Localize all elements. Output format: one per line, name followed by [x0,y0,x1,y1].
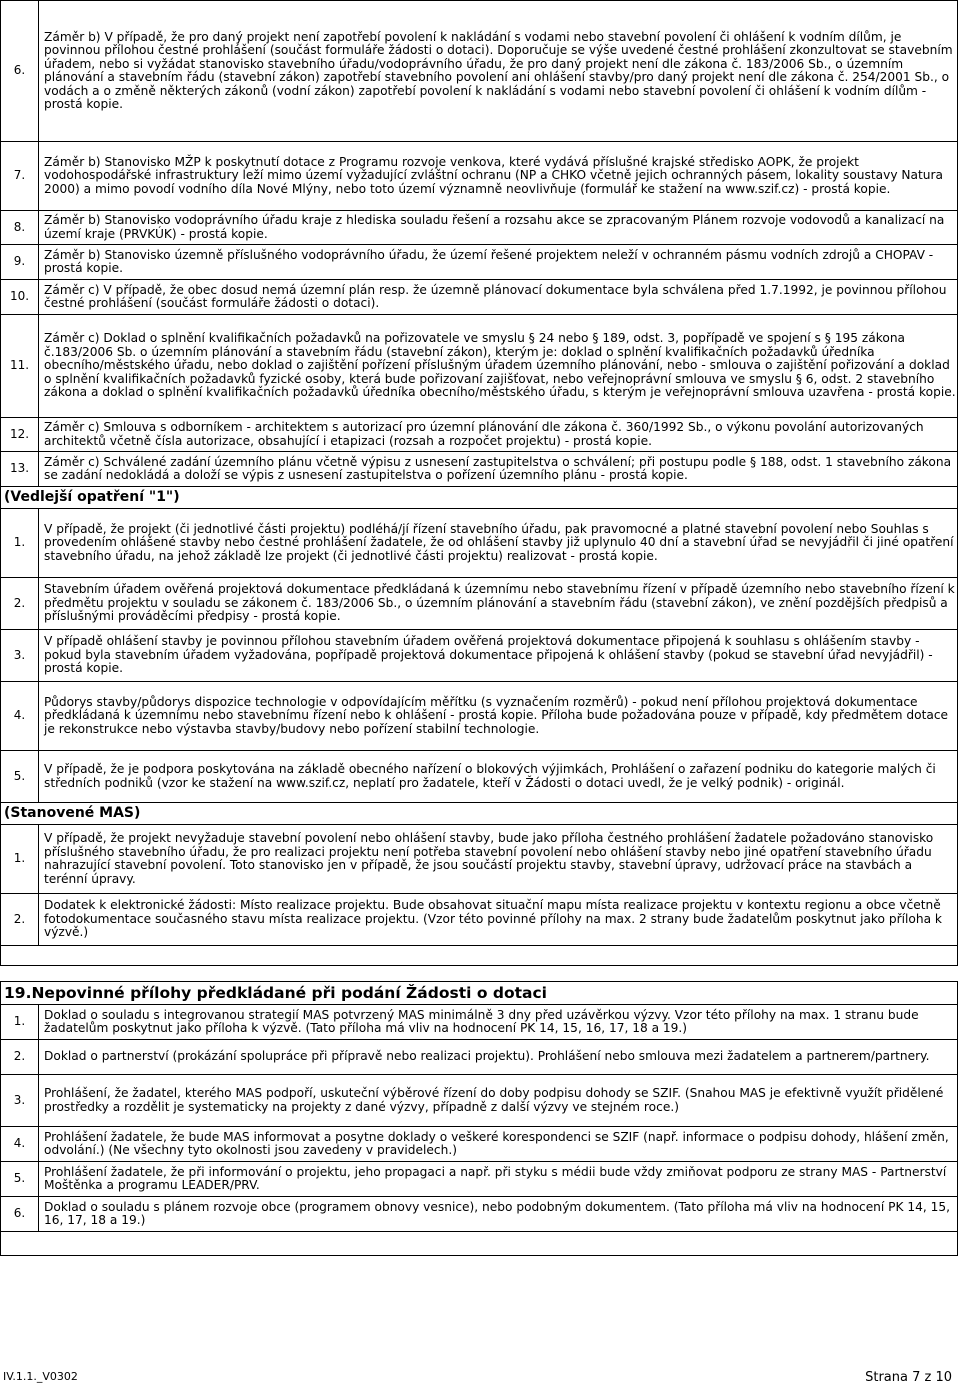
row-number: 11. [1,315,39,418]
table-row [1,452,958,487]
row-number: 7. [1,142,39,211]
table-row [1,894,958,946]
table-row [1,578,958,630]
row-text: Půdorys stavby/půdorys dispozice technologie v odpovídajícím měřítku (s vyznačením rozměrů) - pokud není přílohou projektová dokumentace předkládaná k územnímu nebo stavebnímu řízení nebo k ohlášení - prostá kopie. Příloha bude požadována pouze v případě, kdy předmětem dotace je rekonstrukce nebo výstavba stavby/budovy nebo pořízení stabilní technologie. [39,682,958,751]
row-text: V případě, že je podpora poskytována na základě obecného nařízení o blokových výjimkách, Prohlášení o zařazení podniku do kategorie malých či středních podniků (vzor ke stažení na www.szif.cz, neplatí pro žadatele, kteří v Žádosti o dotaci uvedl, že je velký podnik) - originál. [39,751,958,803]
row-text: Záměr c) Smlouva s odborníkem - architektem s autorizací pro územní plánování dle zákona č. 360/1992 Sb., o výkonu povolání autorizovaných architektů včetně čísla autorizace, obsahující i etapizaci (rozsah a rozpočet projektu) - prostá kopie. [39,418,958,452]
table-row [1,142,958,211]
row-number: 13. [1,452,39,487]
row-text: Záměr b) Stanovisko MŽP k poskytnutí dotace z Programu rozvoje venkova, které vydává příslušné krajské středisko AOPK, že projekt vodohospodářské infrastruktury leží mimo území vyžadující zvláštní ochranu (NP a CHKO včetně jejich ochranných pásem, lokality soustavy Natura 2000) a mimo povodí vodního díla Nové Mlýny, nebo toto území významně neovlivňuje (formulář ke stažení na www.szif.cz) - prostá kopie. [39,142,958,211]
row-number: 1. [1,509,39,578]
table-row [1,245,958,280]
table-row [1,1075,958,1127]
section-heading-row [1,982,958,1005]
row-number: 2. [1,578,39,630]
table-row [1,1,958,142]
row-number: 5. [1,1162,39,1197]
table-row [1,1197,958,1232]
row-number: 8. [1,211,39,245]
table-row [1,825,958,894]
row-text: Doklad o souladu s plánem rozvoje obce (programem obnovy vesnice), nebo podobným dokumentem. (Tato příloha má vliv na hodnocení PK 14, 15, 16, 17, 18 a 19.) [39,1197,958,1232]
row-text: Prohlášení žadatele, že při informování o projektu, jeho propagaci a např. při styku s médii bude vždy zmiňovat podporu ze strany MAS - Partnerství Moštěnka a programu LEADER/PRV. [39,1162,958,1197]
stanovene-heading: (Stanovené MAS) [1,803,958,825]
row-number: 4. [1,1127,39,1162]
row-text: Záměr b) Stanovisko územně příslušného vodoprávního úřadu, že území řešené projektem neleží v ochranném pásmu vodních zdrojů a CHOPAV - prostá kopie. [39,245,958,280]
table-row [1,418,958,452]
document-code: IV.1.1._V0302 [3,1370,78,1383]
optional-attachments-table [0,981,958,1256]
row-number: 10. [1,280,39,315]
empty-cell [1,946,958,966]
table-row [1,682,958,751]
table-row [1,751,958,803]
row-text: Prohlášení žadatele, že bude MAS informovat a posytne doklady o veškeré korespondenci se SZIF (např. informace o podpisu dohody, hlášení změn, odvolání.) (Ne všechny tyto okolnosti jsou zavedeny v pravidelech.) [39,1127,958,1162]
row-text: Záměr c) V případě, že obec dosud nemá územní plán resp. že územně plánovací dokumentace byla schválena před 1.7.1992, je povinnou přílohou čestné prohlášení (součást formuláře žádosti o dotaci). [39,280,958,315]
row-text: V případě, že projekt (či jednotlivé části projektu) podléhá/jí řízení stavebního úřadu, pak pravomocné a platné stavební povolení nebo Souhlas s provedením ohlášené stavby nebo čestné prohlášení žadatele, že od ohlášení stavby již uplynulo 40 dní a stavební úřad se nevyjádřil či jiné opatření stavebního úřadu, na jehož základě lze projekt (či jednotlivé části projektu) realizovat - prostá kopie. [39,509,958,578]
table-row [1,1232,958,1256]
table-row [1,1162,958,1197]
vedlejsi-heading: (Vedlejší opatření "1") [1,487,958,509]
table-row [1,280,958,315]
row-text: Doklad o souladu s integrovanou strategií MAS potvrzený MAS minimálně 3 dny před uzávěrkou výzvy. Vzor této přílohy na max. 1 stranu bude žadatelům poskytnut jako příloha k výzvě. (Tato příloha má vliv na hodnocení PK 14, 15, 16, 17, 18 a 19.) [39,1005,958,1040]
row-text: Záměr b) Stanovisko vodoprávního úřadu kraje z hlediska souladu řešení a rozsahu akce se zpracovaným Plánem rozvoje vodovodů a kanalizací na území kraje (PRVKÚK) - prostá kopie. [39,211,958,245]
row-text: Doklad o partnerství (prokázání spolupráce při přípravě nebo realizaci projektu). Prohlášení nebo smlouva mezi žadatelem a partnerem/partnery. [39,1040,958,1075]
section-heading-row [1,487,958,509]
row-text: Záměr c) Doklad o splnění kvalifikačních požadavků na pořizovatele ve smyslu § 24 nebo § 189, odst. 3, popřípadě ve spojení s § 195 zákona č.183/2006 Sb. o územním plánování a stavebním řádu (stavební zákon), kterým je: doklad o splnění kvalifikačních požadavků úředníka obecního/městského úřadu, nebo doklad o zajištění pořízení příslušným úřadem územního plánování, nebo - smlouva o zajištění pořizování a doklad o splnění kvalifikačních požadavků fyzické osoby, která bude pořizovaní zajišťovat, nebo veřejnoprávní smlouva ve smyslu § 6, odst. 2 stavebního zákona a doklad o splnění kvalifikačních požadavků úředníka obecního/městského úřadu, s kterým je veřejnoprávní smlouva uzavřena - prostá kopie. [39,315,958,418]
row-text: Prohlášení, že žadatel, kterého MAS podpoří, uskuteční výběrové řízení do doby podpisu dohody se SZIF. (Snahou MAS je efektivně využít přidělené prostředky a rozdělit je systematicky na projekty z dané výzvy, případně z další výzvy ve stejném roce.) [39,1075,958,1127]
table-row [1,1127,958,1162]
table-row [1,630,958,682]
row-number: 2. [1,1040,39,1075]
page-number: Strana 7 z 10 [865,1370,952,1385]
row-text: Dodatek k elektronické žádosti: Místo realizace projektu. Bude obsahovat situační mapu místa realizace projektu v kontextu regionu a obce včetně fotodokumentace současného stavu místa realizace projektu. (Vzor této povinné přílohy na max. 2 strany bude žadatelům poskytnut jako příloha k výzvě.) [39,894,958,946]
row-number: 2. [1,894,39,946]
row-number: 4. [1,682,39,751]
row-number: 3. [1,1075,39,1127]
row-text: Záměr b) V případě, že pro daný projekt není zapotřebí povolení k nakládání s vodami nebo stavební povolení či ohlášení k vodním dílům, je povinnou přílohou čestné prohlášení (součást formuláře žádosti o dotaci). Doporučuje se výše uvedené čestné prohlášení zkonzultovat se stavebním úřadem, nebo si vyžádat stanovisko stavebního úřadu/vodoprávního úřadu, že pro daný projekt není dle zákona č. 183/2006 Sb., o územním plánování a stavebním řádu (stavební zákon) zapotřebí stavebního povolení ani ohlášení stavby/pro daný projekt není dle zákona č. 254/2001 Sb., o vodách a o změně některých zákonů (vodní zákon) zapotřebí povolení k nakládání s vodami nebo stavební povolení či ohlášení k vodním dílům - prostá kopie. [39,1,958,142]
table-row [1,946,958,966]
row-number: 1. [1,1005,39,1040]
row-number: 3. [1,630,39,682]
row-number: 9. [1,245,39,280]
table-row [1,1005,958,1040]
row-number: 6. [1,1197,39,1232]
row-number: 5. [1,751,39,803]
row-text: V případě ohlášení stavby je povinnou přílohou stavebním úřadem ověřená projektová dokumentace připojená k souhlasu s ohlášením stavby - pokud byla stavebním úřadem vyžadována, popřípadě projektová dokumentace připojená k ohlášení stavby (pokud se stavební úřad nevyjádřil) - prostá kopie. [39,630,958,682]
row-text: Stavebním úřadem ověřená projektová dokumentace předkládaná k územnímu nebo stavebnímu řízení v případě územního nebo stavebního řízení k předmětu projektu v souladu se zákonem č. 183/2006 Sb., o územním plánování a stavebním řádu (stavební zákon), ve znění pozdějších předpisů a příslušnými prováděcími předpisy - prostá kopie. [39,578,958,630]
table-row [1,1040,958,1075]
row-text: V případě, že projekt nevyžaduje stavební povolení nebo ohlášení stavby, bude jako příloha čestného prohlášení žadatele požadováno stanovisko příslušného stavebního úřadu, že pro realizaci projektu není potřeba stavební povolení nebo ohlášení stavby nebo jiné opatření stavebního úřadu nahrazující stavební povolení. Toto stanovisko jen v případě, že jsou součástí projektu stavby, stavební úpravy, udržovací práce na stavbách a terénní úpravy. [39,825,958,894]
row-number: 12. [1,418,39,452]
table-row [1,211,958,245]
table-row [1,509,958,578]
row-text: Záměr c) Schválené zadání územního plánu včetně výpisu z usnesení zastupitelstva o schválení; při postupu podle § 188, odst. 1 stavebního zákona se zadání nedokládá a doloží se výpis z usnesení zastupitelstva o pořízení územního plánu - prostá kopie. [39,452,958,487]
section-heading-row [1,803,958,825]
empty-cell [1,1232,958,1256]
table-row [1,315,958,418]
row-number: 6. [1,1,39,142]
row-number: 1. [1,825,39,894]
section19-heading: 19.Nepovinné přílohy předkládané při podání Žádosti o dotaci [1,982,958,1005]
